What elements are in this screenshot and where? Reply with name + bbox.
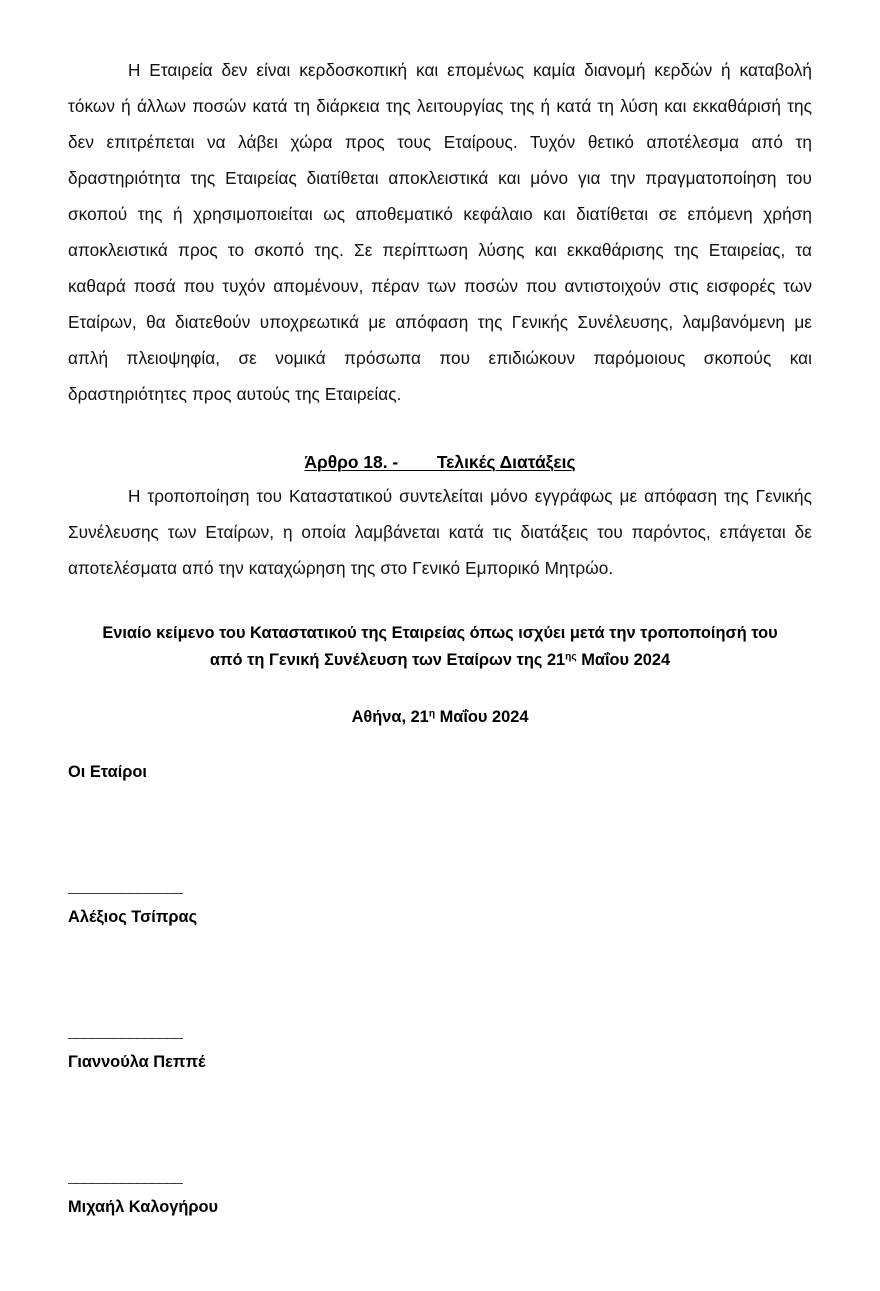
signature-block-2 <box>68 1025 812 1075</box>
signature-line-3: _______________ <box>68 1170 183 1184</box>
spacer-signature-1 <box>68 785 812 880</box>
spacer-before-article-heading <box>68 412 812 446</box>
consolidated-text-note-line-2 <box>68 647 812 674</box>
date-ordinal-suffix: η <box>428 708 436 720</box>
spacer-before-date <box>68 674 812 704</box>
article-18-heading <box>68 446 812 478</box>
signature-line-1: _______________ <box>68 880 183 894</box>
partners-section-label: Οι Εταίροι <box>68 763 147 781</box>
consolidated-text-note-line-1: Ενιαίο κείμενο του Καταστατικού της Εταιρείας όπως ισχύει μετά την τροποποίησή του <box>102 624 778 642</box>
signature-line-2: _______________ <box>68 1025 183 1039</box>
consolidated-note-suffix: Μαΐου 2024 <box>576 651 671 669</box>
article-18-heading-text: Άρθρο 18. - Τελικές Διατάξεις <box>304 452 576 472</box>
date-prefix: Αθήνα, 21 <box>351 708 429 726</box>
spacer-before-consolidated-note <box>68 586 812 620</box>
spacer-before-partners-label <box>68 731 812 759</box>
signature-block-3 <box>68 1170 812 1220</box>
signature-block-1 <box>68 880 812 930</box>
consolidated-note-ordinal-suffix: ης <box>565 651 577 663</box>
signatory-name-2: Γιαννούλα Πεππέ <box>68 1053 206 1071</box>
date-suffix: Μαΐου 2024 <box>435 708 529 726</box>
document-content <box>68 52 812 1220</box>
spacer-signature-3 <box>68 1075 812 1170</box>
paragraph-amendment-clause: Η τροποποίηση του Καταστατικού συντελείται μόνο εγγράφως με απόφαση της Γενικής Συνέλευσης των Εταίρων, η οποία λαμβάνεται κατά τις διατάξεις του παρόντος, επάγεται δε αποτελέσματα από την καταχώρηση της στο Γενικό Εμπορικό Μητρώο. <box>68 486 812 578</box>
spacer-signature-2 <box>68 930 812 1025</box>
signatory-name-3: Μιχαήλ Καλογήρου <box>68 1198 219 1216</box>
paragraph-non-profit-clause: Η Εταιρεία δεν είναι κερδοσκοπική και επομένως καμία διανομή κερδών ή καταβολή τόκων ή άλλων ποσών κατά τη διάρκεια της λειτουργίας της ή κατά τη λύση και εκκαθάρισή της δεν επιτρέπεται να λάβει χώρα προς τους Εταίρους. Τυχόν θετικό αποτέλεσμα από τη δραστηριότητα της Εταιρείας διατίθεται αποκλειστικά και μόνο για την πραγματοποίηση του σκοπού της ή χρησιμοποιείται ως αποθεματικό κεφάλαιο και διατίθεται σε επόμενη χρήση αποκλειστικά προς το σκοπό της. Σε περίπτωση λύσης και εκκαθάρισης της Εταιρείας, τα καθαρά ποσά που τυχόν απομένουν, πέραν των ποσών που αντιστοιχούν στις εισφορές των Εταίρων, θα διατεθούν υποχρεωτικά με απόφαση της Γενικής Συνέλευσης, λαμβανόμενη με απλή πλειοψηφία, σε νομικά πρόσωπα που επιδιώκουν παρόμοιους σκοπούς και δραστηριότητες προς αυτούς της Εταιρείας. <box>68 60 812 404</box>
consolidated-note-prefix: από τη Γενική Συνέλευση των Εταίρων της 21 <box>209 651 566 669</box>
place-and-date-line <box>68 704 812 731</box>
signatory-name-1: Αλέξιος Τσίπρας <box>68 908 198 926</box>
